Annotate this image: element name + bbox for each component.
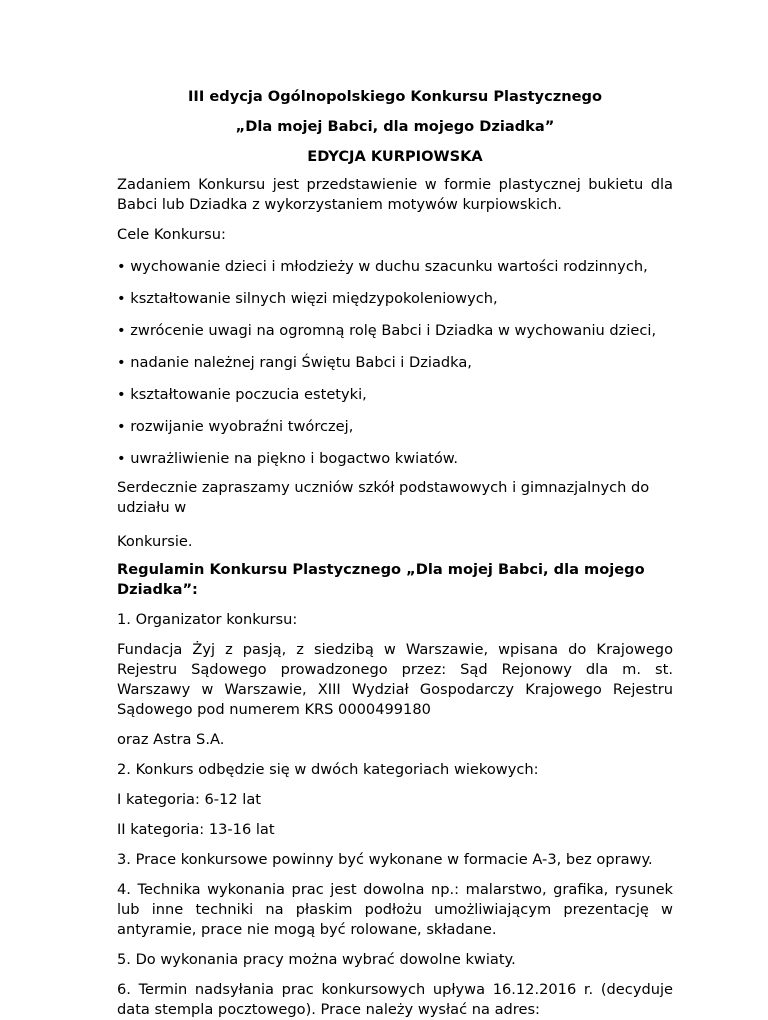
goal-item: • rozwijanie wyobraźni twórczej, xyxy=(117,418,354,435)
rule-1-body: Fundacja Żyj z pasją, z siedzibą w Warszawie, wpisana do Krajowego Rejestru Sądowego prowadzonego przez: Sąd Rejonowy dla m. st. Warszawy w Warszawie, XIII Wydział Gospodarczy Krajowego Rejestru Sądowego pod numerem KRS 0000499180 xyxy=(117,641,673,718)
goal-item: • nadanie należnej rangi Świętu Babci i Dziadka, xyxy=(117,354,472,371)
heading-line-2: „Dla mojej Babci, dla mojego Dziadka” xyxy=(235,118,555,135)
rule-2-category-2: II kategoria: 13-16 lat xyxy=(117,821,275,838)
rule-1-title: 1. Organizator konkursu: xyxy=(117,611,298,628)
invitation-line-1: Serdecznie zapraszamy uczniów szkół podstawowych i gimnazjalnych do udziału w xyxy=(117,479,650,516)
goal-item: • uwrażliwienie na piękno i bogactwo kwiatów. xyxy=(117,450,459,467)
goal-item: • kształtowanie poczucia estetyki, xyxy=(117,386,367,403)
heading-line-3: EDYCJA KURPIOWSKA xyxy=(307,148,483,165)
invitation-line-2: Konkursie. xyxy=(117,533,193,550)
goal-item: • zwrócenie uwagi na ogromną rolę Babci i Dziadka w wychowaniu dzieci, xyxy=(117,322,657,339)
rule-3: 3. Prace konkursowe powinny być wykonane w formacie A-3, bez oprawy. xyxy=(117,851,653,868)
heading-line-1: III edycja Ogólnopolskiego Konkursu Plastycznego xyxy=(188,88,602,105)
goal-item: • kształtowanie silnych więzi międzypokoleniowych, xyxy=(117,290,498,307)
rule-5: 5. Do wykonania pracy można wybrać dowolne kwiaty. xyxy=(117,951,516,968)
rule-2-title: 2. Konkurs odbędzie się w dwóch kategoriach wiekowych: xyxy=(117,761,539,778)
document-content xyxy=(117,87,673,1020)
rules-heading: Regulamin Konkursu Plastycznego „Dla mojej Babci, dla mojego Dziadka”: xyxy=(117,561,645,598)
goals-label: Cele Konkursu: xyxy=(117,226,226,243)
rule-2-category-1: I kategoria: 6-12 lat xyxy=(117,791,262,808)
goal-item: • wychowanie dzieci i młodzieży w duchu szacunku wartości rodzinnych, xyxy=(117,258,648,275)
rule-4: 4. Technika wykonania prac jest dowolna np.: malarstwo, grafika, rysunek lub inne techniki na płaskim podłożu umożliwiającym prezentację w antyramie, prace nie mogą być rolowane, składane. xyxy=(117,881,673,938)
rule-6: 6. Termin nadsyłania prac konkursowych upływa 16.12.2016 r. (decyduje data stempla pocztowego). Prace należy wysłać na adres: xyxy=(117,981,673,1018)
rule-1-extra: oraz Astra S.A. xyxy=(117,731,225,748)
intro-paragraph: Zadaniem Konkursu jest przedstawienie w formie plastycznej bukietu dla Babci lub Dziadka z wykorzystaniem motywów kurpiowskich. xyxy=(117,176,673,213)
